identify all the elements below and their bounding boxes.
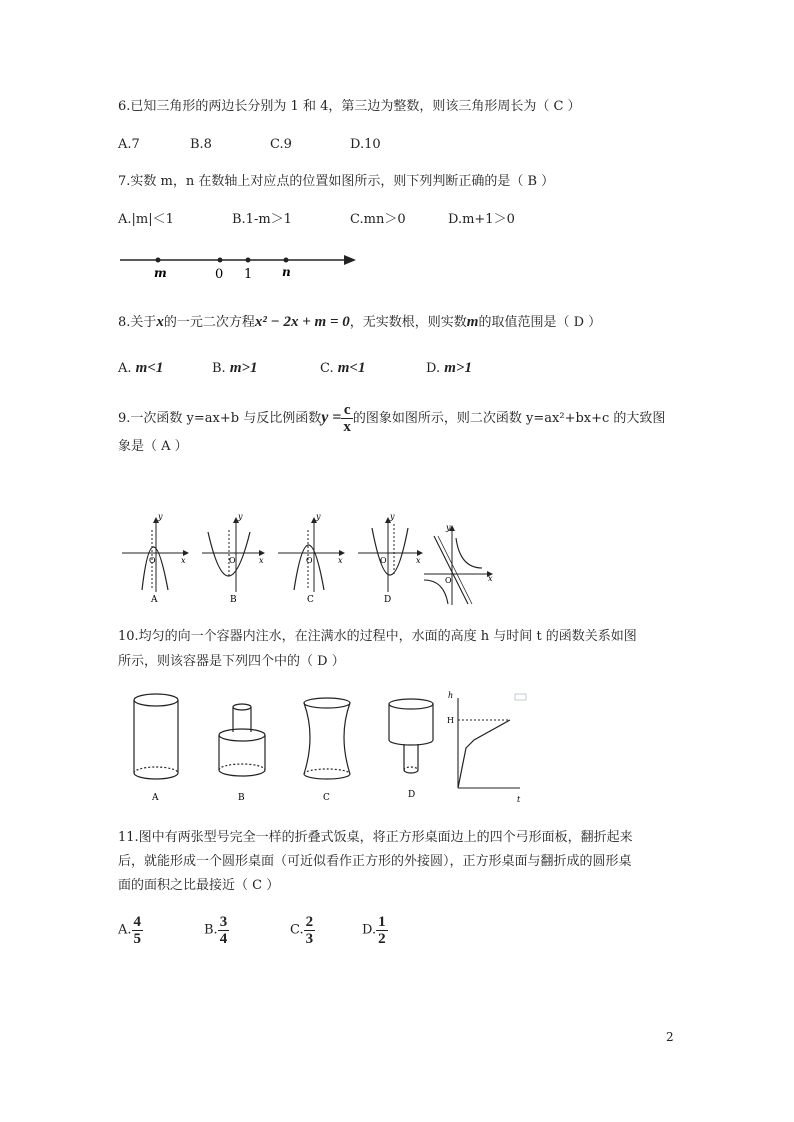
graph-d (358, 512, 422, 605)
question-9-text: 9.一次函数 y=ax+b 与反比例函数y = $\frac{c}{x}$ 的图象如图所示，则二次函数 y=ax²+bx+c 的大致图 (118, 402, 666, 435)
svg-text:x: x (181, 556, 186, 565)
q7-option-d: D.m+1＞0 (448, 212, 515, 227)
q11-option-b: B. $\frac{3}{4}$ (204, 914, 228, 947)
question-8-text: 8.关于x的一元二次方程x² − 2x + m = 0，无实数根，则实数m的取值范围是（ D ） (118, 314, 602, 330)
q8-option-d: D. m>1 (426, 360, 472, 376)
q8-option-a: A. m<1 (118, 360, 164, 376)
svg-text:O: O (149, 556, 156, 565)
var-x: x (156, 314, 164, 330)
q7-option-a: A.|m|＜1 (118, 212, 174, 227)
svg-text:y: y (446, 523, 451, 532)
numberline-label-0: 0 (215, 267, 224, 282)
question-10-text-line2: 所示，则该容器是下列四个中的（ D ） (118, 654, 345, 669)
graph-a-label: A (151, 595, 158, 605)
svg-text:h: h (448, 691, 454, 700)
q6-option-b: B.8 (190, 137, 212, 152)
q11-option-d: D. $\frac{1}{2}$ (362, 914, 386, 947)
graph-b-label: B (230, 595, 237, 605)
height-time-graph (447, 691, 526, 804)
container-c (304, 698, 350, 779)
question-10-text-line1: 10.均匀的向一个容器内注水，在注满水的过程中，水面的高度 h 与时间 t 的函数关系如图 (118, 629, 637, 644)
graph-d-label: D (384, 595, 392, 605)
svg-text:y: y (158, 512, 163, 521)
q6-option-d: D.10 (350, 137, 381, 152)
svg-text:O: O (445, 576, 452, 585)
container-a (134, 694, 178, 779)
question-11-text-line1: 11.图中有两张型号完全一样的折叠式饭桌，将正方形桌面边上的四个弓形面板，翻折起来 (118, 830, 633, 845)
question-6-text: 6.已知三角形的两边长分别为 1 和 4，第三边为整数，则该三角形周长为（ C ） (118, 99, 581, 114)
question-11-text-line3: 面的面积之比最接近（ C ） (118, 878, 280, 893)
numberline-label-1: 1 (244, 267, 253, 282)
q6-option-a: A.7 (118, 137, 140, 152)
q7-option-c: C.mn＞0 (350, 212, 406, 227)
container-d-label: D (408, 790, 416, 800)
q7-option-b: B.1-m＞1 (232, 212, 292, 227)
numberline-label-m: m (154, 266, 167, 280)
svg-text:t: t (517, 795, 521, 804)
q8-option-b: B. m>1 (212, 360, 258, 376)
container-d (389, 699, 433, 773)
container-a-label: A (152, 793, 159, 803)
graph-c (278, 512, 344, 605)
q11-option-c: C. $\frac{2}{3}$ (290, 914, 314, 947)
svg-text:x: x (488, 574, 493, 583)
svg-text:y: y (390, 512, 395, 521)
q11-option-a: A. $\frac{4}{5}$ (118, 914, 142, 947)
svg-text:H: H (447, 716, 454, 725)
svg-text:O: O (229, 556, 236, 565)
graph-a (122, 512, 188, 605)
q6-option-c: C.9 (270, 137, 292, 152)
page-number: 2 (666, 1030, 674, 1044)
svg-text:y: y (316, 512, 321, 521)
svg-text:x: x (416, 556, 421, 565)
svg-text:O: O (306, 556, 313, 565)
svg-text:y: y (238, 512, 243, 521)
given-function-graph (424, 523, 493, 605)
question-9-text-line2: 象是（ A ） (118, 439, 188, 454)
q10-containers-figure (118, 690, 538, 810)
question-11-text-line2: 后，就能形成一个圆形桌面（可近似看作正方形的外接圆），正方形桌面与翻折成的圆形桌 (118, 854, 632, 869)
graph-b (202, 512, 264, 605)
graph-c-label: C (307, 595, 314, 605)
q9-graphs-figure (118, 510, 508, 605)
fraction-c-over-x: $\frac{c}{x}$ (343, 402, 351, 435)
container-b-label: B (238, 793, 245, 803)
question-7-text: 7.实数 m，n 在数轴上对应点的位置如图所示，则下列判断正确的是（ B ） (118, 174, 555, 189)
var-m: m (466, 314, 479, 330)
q8-option-c: C. m<1 (320, 360, 366, 376)
quadratic-equation: x² − 2x + m = 0 (254, 314, 350, 330)
svg-text:O: O (380, 556, 387, 565)
number-line-figure (118, 248, 368, 283)
container-b (219, 704, 265, 776)
svg-text:x: x (338, 556, 343, 565)
container-c-label: C (323, 793, 330, 803)
numberline-label-n: n (282, 265, 291, 279)
svg-text:x: x (259, 556, 264, 565)
